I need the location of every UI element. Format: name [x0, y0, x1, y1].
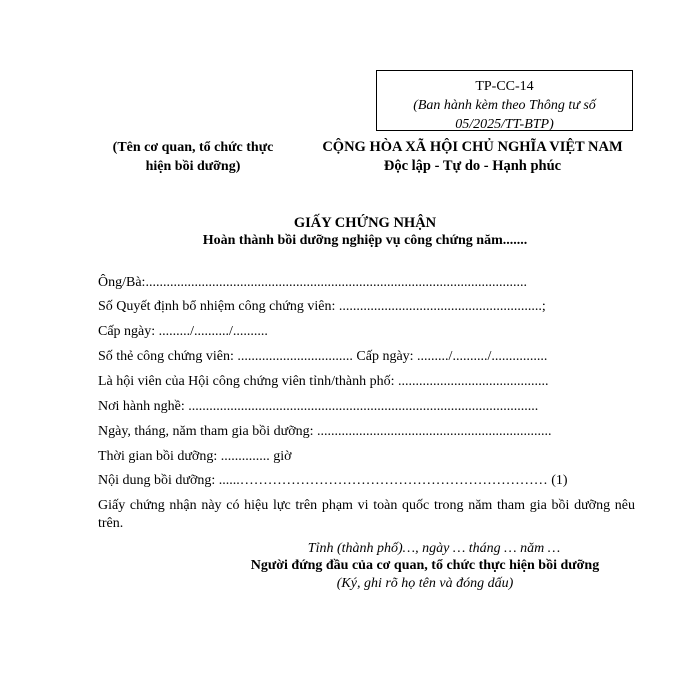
field-training-content: Nội dung bồi dưỡng: ......………………………………………………………… (1) [98, 473, 568, 488]
organization-name [98, 138, 288, 176]
signer-title: Người đứng đầu của cơ quan, tổ chức thực hiện bồi dưỡng [250, 558, 600, 573]
document-title: GIẤY CHỨNG NHẬN [293, 215, 437, 231]
issued-by-line1: (Ban hành kèm theo Thông tư số [413, 98, 596, 113]
field-training-date: Ngày, tháng, năm tham gia bồi dưỡng: ................................................................... [98, 424, 552, 439]
form-code-box [376, 70, 633, 131]
signature-note: (Ký, ghi rõ họ tên và đóng dấu) [336, 576, 514, 591]
field-full-name: Ông/Bà:............................................................................................................. [98, 275, 527, 290]
document-subtitle: Hoàn thành bồi dưỡng nghiệp vụ công chứng năm....... [202, 233, 528, 248]
field-association-member: Là hội viên của Hội công chứng viên tỉnh/thành phố: ........................................... [98, 374, 549, 389]
form-code: TP-CC-14 [475, 79, 534, 94]
validity-statement: Giấy chứng nhận này có hiệu lực trên phạm vi toàn quốc trong năm tham gia bồi dưỡng nêu trên. [98, 498, 635, 531]
place-date-line: Tỉnh (thành phố)…, ngày … tháng … năm … [307, 541, 561, 556]
national-motto: Độc lập - Tự do - Hạnh phúc [383, 158, 562, 174]
organization-line2: hiện bồi dưỡng) [145, 159, 241, 174]
field-practice-place: Nơi hành nghề: .................................................................................................... [98, 399, 539, 414]
issued-by-line2: 05/2025/TT-BTP) [455, 117, 554, 132]
national-header [300, 138, 645, 176]
field-appointment-decision: Số Quyết định bổ nhiệm công chứng viên: ..........................................................; [98, 299, 546, 314]
organization-line1: (Tên cơ quan, tổ chức thực [112, 140, 274, 155]
field-training-duration: Thời gian bồi dưỡng: .............. giờ [98, 449, 292, 464]
field-notary-card: Số thẻ công chứng viên: ................................. Cấp ngày: ........./........../................ [98, 349, 548, 364]
field-issue-date: Cấp ngày: ........./........../.......... [98, 324, 268, 339]
country-name: CỘNG HÒA XÃ HỘI CHỦ NGHĨA VIỆT NAM [322, 139, 623, 155]
